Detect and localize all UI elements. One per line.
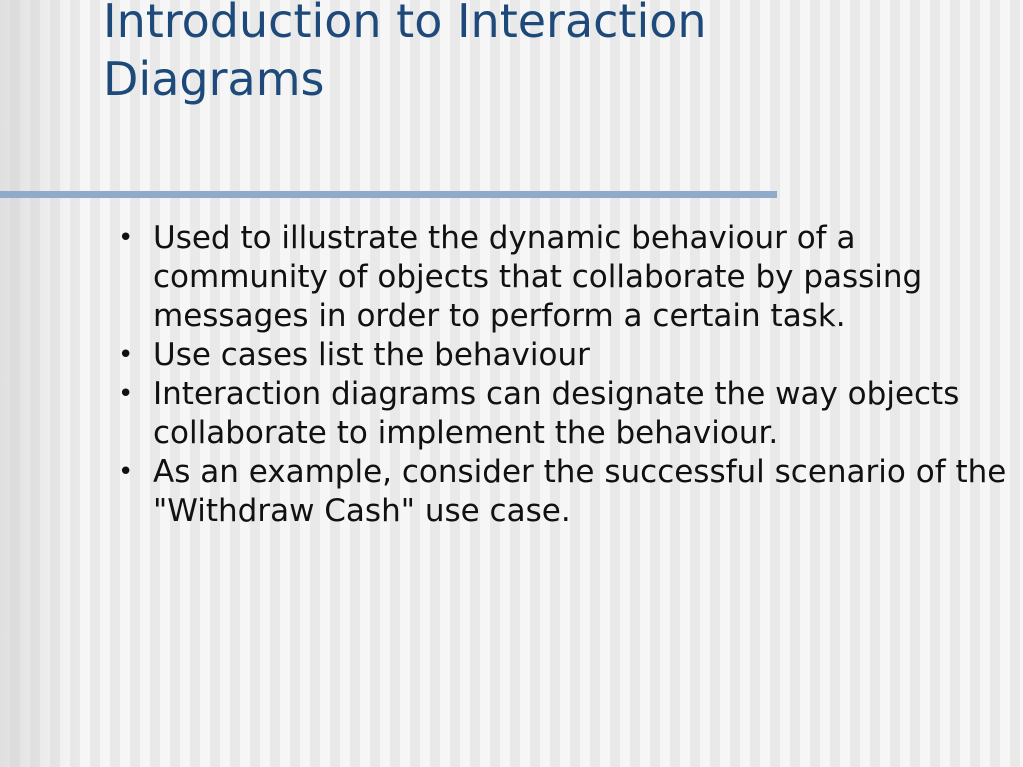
background-shade xyxy=(0,0,80,767)
bullet-text: As an example, consider the successful scenario of the "Withdraw Cash" use case. xyxy=(153,454,1007,529)
bullet-item xyxy=(118,219,1008,336)
bullet-icon: • xyxy=(118,340,134,370)
slide-title xyxy=(103,0,707,108)
slide-title-line-2: Diagrams xyxy=(103,52,325,106)
bullet-icon: • xyxy=(118,223,134,253)
title-divider xyxy=(0,191,777,198)
bullet-item xyxy=(118,336,1008,375)
bullet-icon: • xyxy=(118,457,134,487)
bullet-text: Used to illustrate the dynamic behaviour of a community of objects that collaborate by passing messages in order to perform a certain task. xyxy=(153,220,923,334)
bullet-icon: • xyxy=(118,379,134,409)
bullet-item xyxy=(118,453,1008,531)
bullet-item xyxy=(118,375,1008,453)
slide-title-line-1: Introduction to Interaction xyxy=(103,0,707,48)
bullet-list xyxy=(118,219,1008,531)
bullet-text: Interaction diagrams can designate the way objects collaborate to implement the behaviour. xyxy=(153,376,960,451)
bullet-text: Use cases list the behaviour xyxy=(153,337,590,373)
